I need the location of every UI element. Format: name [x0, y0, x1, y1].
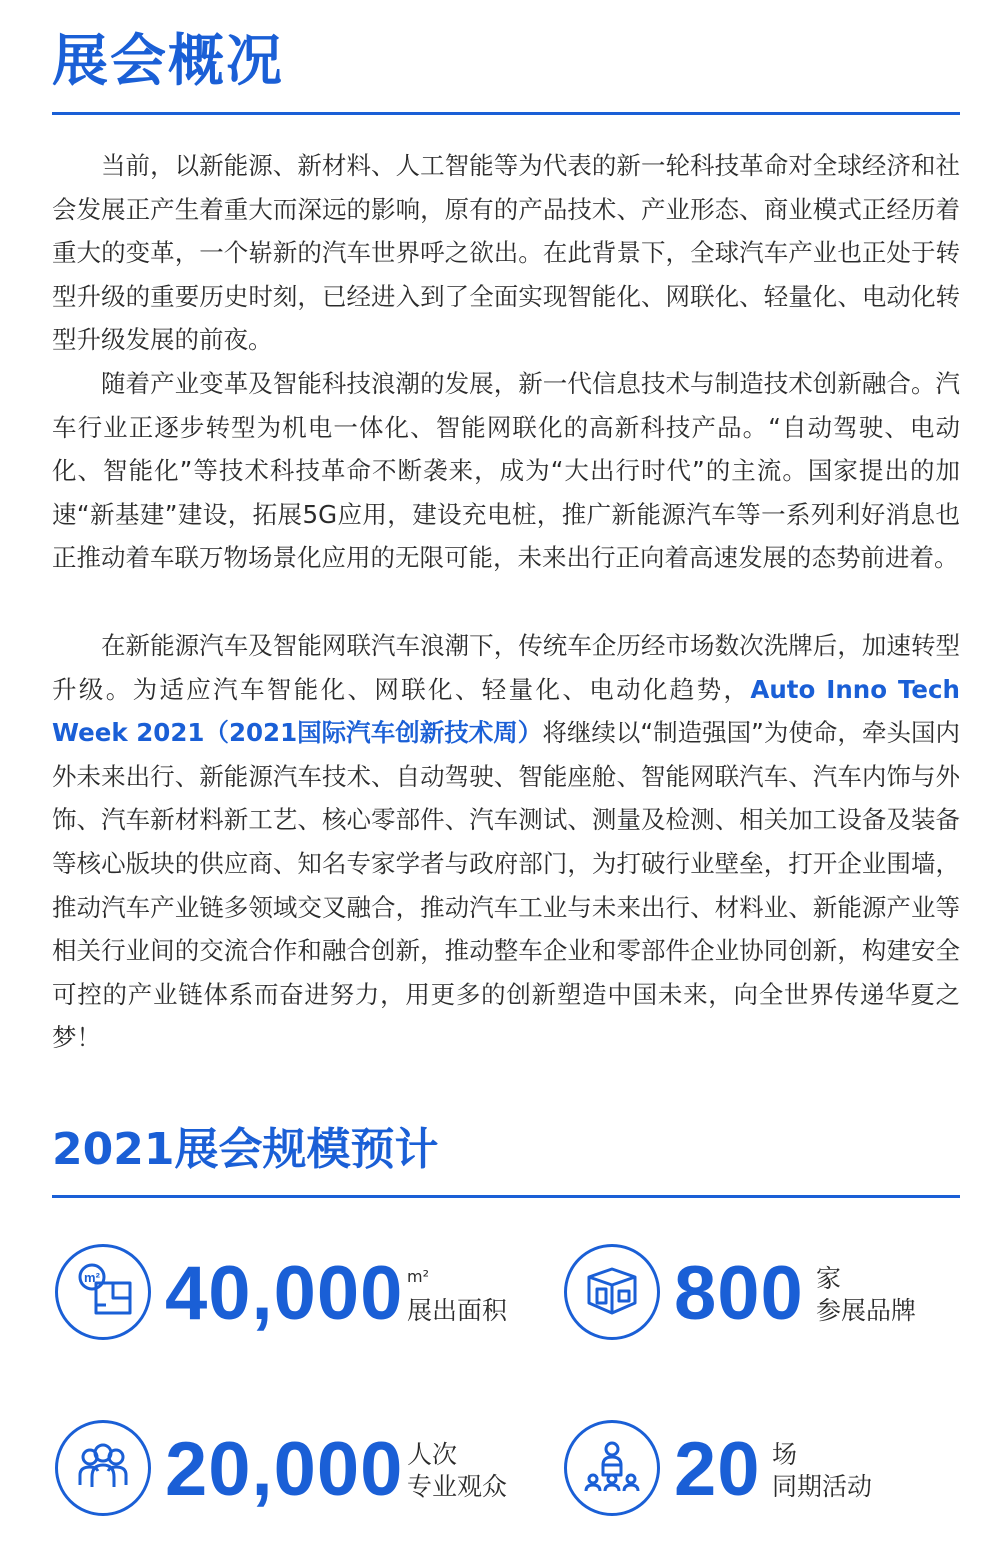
paragraph-3-intro: 在新能源汽车及智能网联汽车浪潮下，传统车企历经市场数次洗牌后，加速转型升级。为适应汽车智能化、网联化、轻量化、电动化趋势， — [52, 631, 960, 704]
paragraph-3 — [52, 624, 960, 1060]
stat-unit: 人次 — [407, 1440, 458, 1469]
icon-text: m² — [84, 1270, 100, 1285]
presentation-event-icon — [564, 1420, 660, 1516]
stat-label: 展出面积 — [407, 1296, 508, 1325]
stat-number: 20 — [674, 1427, 761, 1512]
audience-group-icon — [55, 1420, 151, 1516]
section-title-scale: 2021展会规模预计 — [52, 1124, 439, 1175]
stat-events — [564, 1420, 954, 1520]
paragraph-1: 当前，以新能源、新材料、人工智能等为代表的新一轮科技革命对全球经济和社会发展正产生着重大而深远的影响，原有的产品技术、产业形态、商业模式正经历着重大的变革，一个崭新的汽车世界呼之欲出。在此背景下，全球汽车产业也正处于转型升级的重要历史时刻，已经进入到了全面实现智能化、网联化、轻量化、电动化转型升级发展的前夜。 — [52, 151, 960, 355]
stat-visitors — [55, 1420, 525, 1520]
stat-label: 同期活动 — [772, 1472, 873, 1501]
stat-number: 20,000 — [165, 1427, 404, 1512]
event-name-highlight: Auto Inno Tech Week 2021（2021国际汽车创新技术周） — [52, 674, 960, 748]
stat-label: 专业观众 — [407, 1472, 508, 1501]
stat-unit: m² — [407, 1267, 429, 1286]
stat-area — [55, 1244, 525, 1344]
stat-unit: 家 — [816, 1264, 842, 1293]
floor-plan-icon — [55, 1244, 151, 1340]
stat-exhibitors — [564, 1244, 954, 1344]
stat-number: 40,000 — [165, 1251, 404, 1336]
paragraph-2: 随着产业变革及智能科技浪潮的发展，新一代信息技术与制造技术创新融合。汽车行业正逐步转型为机电一体化、智能网联化的高新科技产品。“自动驾驶、电动化、智能化”等技术科技革命不断袭来，成为“大出行时代”的主流。国家提出的加速“新基建”建设，拓展5G应用，建设充电桩，推广新能源汽车等一系列利好消息也正推动着车联万物场景化应用的无限可能，未来出行正向着高速发展的态势前进着。 — [52, 369, 960, 573]
title-divider — [52, 112, 960, 115]
stat-unit: 场 — [772, 1440, 798, 1469]
paragraph-3-body: 将继续以“制造强国”为使命，牵头国内外未来出行、新能源汽车技术、自动驾驶、智能座舱、智能网联汽车、汽车内饰与外饰、汽车新材料新工艺、核心零部件、汽车测试、测量及检测、相关加工设备及装备等核心版块的供应商、知名专家学者与政府部门，为打破行业壁垒，打开企业围墙，推动汽车产业链多领域交叉融合，推动汽车工业与未来出行、材料业、新能源产业等相关行业间的交流合作和融合创新，推动整车企业和零部件企业协同创新，构建安全可控的产业链体系而奋进努力，用更多的创新塑造中国未来，向全世界传递华夏之梦！ — [52, 718, 960, 1053]
exhibition-booth-icon — [564, 1244, 660, 1340]
stat-label: 参展品牌 — [816, 1296, 917, 1325]
section-title-overview: 展会概况 — [52, 29, 284, 94]
scale-divider — [52, 1195, 960, 1198]
stat-number: 800 — [674, 1251, 804, 1336]
